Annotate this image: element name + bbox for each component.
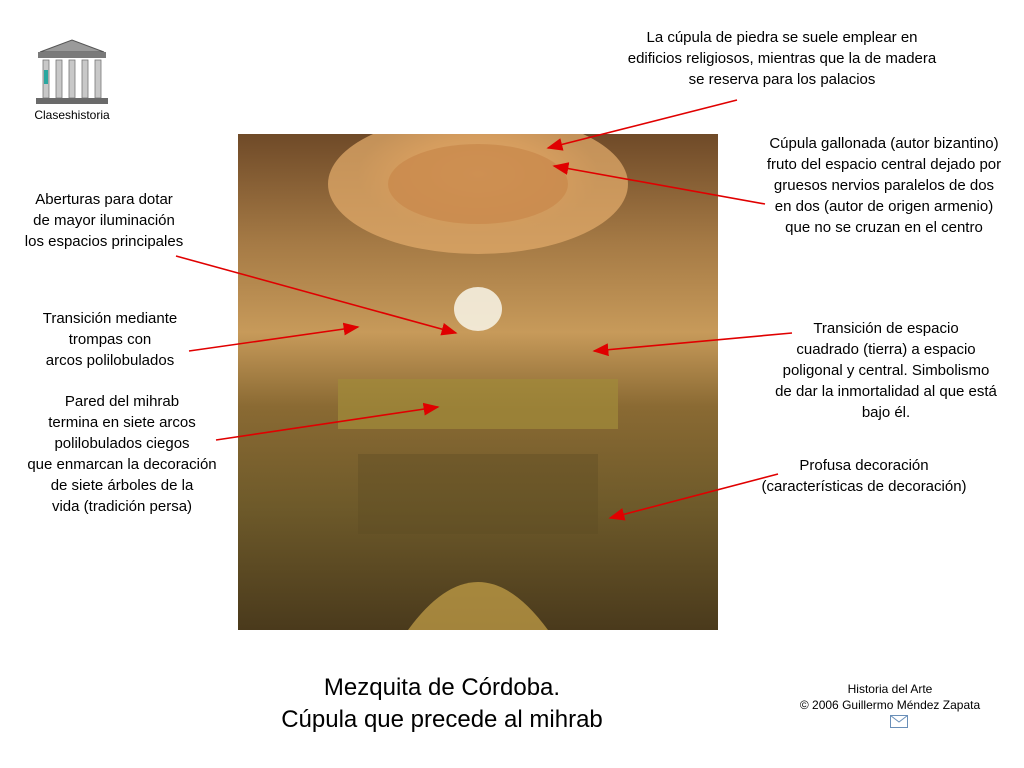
annotation-cupula-piedra: La cúpula de piedra se suele emplear en edificios religiosos, mientras que la de madera se reserva para los palacios [627, 29, 937, 88]
annotation-aberturas: Aberturas para dotar de mayor iluminación los espacios principales [24, 191, 184, 250]
credit: Historia del Arte © 2006 Guillermo Méndez Zapata [799, 682, 981, 712]
arrow-pared-mihrab [216, 407, 438, 440]
logo-label: Claseshistoria [34, 108, 110, 122]
annotation-transicion-espacio: Transición de espacio cuadrado (tierra) a espacio poligonal y central. Simbolismo de dar la inmortalidad al que está bajo él. [775, 320, 997, 421]
annotation-profusa-decoracion: Profusa decoración (características de decoración) [761, 457, 967, 495]
annotation-transicion-trompas: Transición mediante trompas con arcos polilobulados [42, 310, 178, 369]
annotation-pared-mihrab: Pared del mihrab termina en siete arcos polilobulados ciegos que enmarcan la decoración de siete árboles de la vida (tradición persa) [27, 393, 217, 515]
arrow-transicion-espacio [594, 333, 792, 351]
arrow-trompas [189, 327, 358, 351]
annotation-cupula-gallonada: Cúpula gallonada (autor bizantino) fruto del espacio central dejado por gruesos nervios paralelos de dos en dos (autor de origen armenio) que no se cruzan en el centro [766, 135, 1002, 236]
arrow-aberturas [176, 256, 456, 333]
arrow-cupula-gallonada [554, 166, 765, 204]
slide-title: Mezquita de Córdoba. Cúpula que precede al mihrab [281, 674, 603, 733]
mail-icon[interactable] [890, 715, 908, 728]
arrow-profusa [610, 474, 778, 518]
arrow-cupula-piedra [548, 100, 737, 148]
